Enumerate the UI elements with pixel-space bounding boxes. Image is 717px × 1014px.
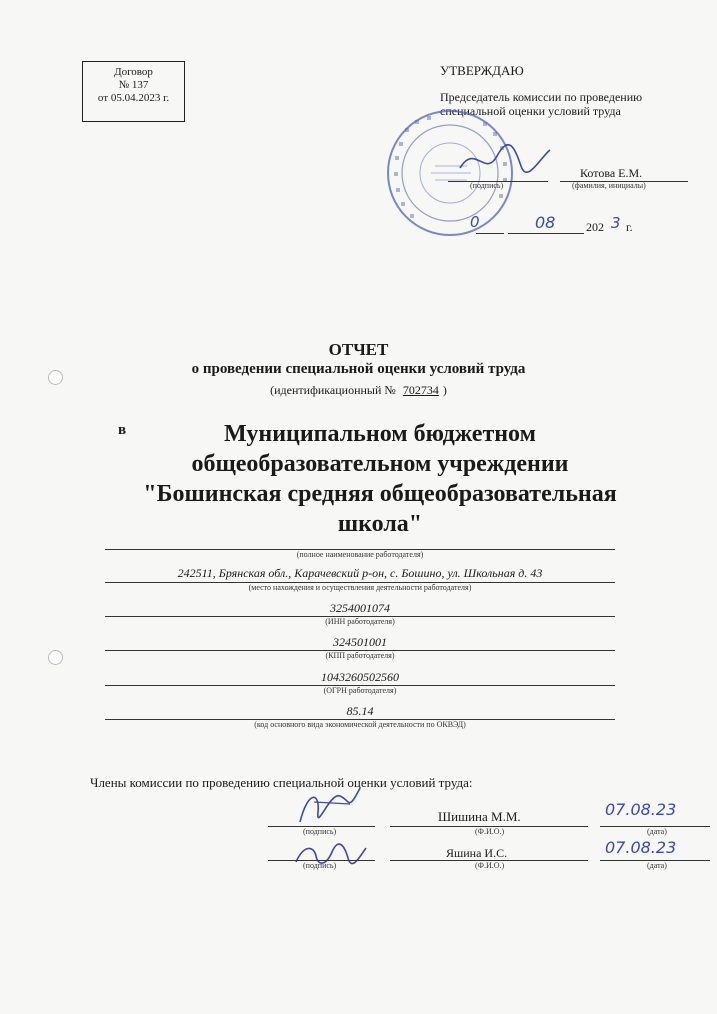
employer-name-caption: (полное наименование работодателя) (296, 550, 424, 559)
employer-address-caption: (место нахождения и осуществления деятельности работодателя) (248, 583, 472, 592)
approval-date-month: 08 (535, 213, 556, 232)
chairman-signature (455, 138, 555, 183)
member-2-name: Яшина И.С. (446, 846, 508, 860)
report-title: ОТЧЕТ (328, 340, 389, 359)
contract-box (82, 61, 185, 122)
approval-date-day-line (476, 233, 504, 234)
employer-okved: 85.14 (346, 704, 374, 718)
member-1-name: Шишина М.М. (438, 809, 521, 824)
employer-name: Муниципальном бюджетном общеобразовательном учреждении "Бошинская средняя общеобразовательная школа" (143, 421, 617, 537)
employer-inn-caption: (ИНН работодателя) (325, 617, 395, 626)
approval-date-year-prefix: 202 (586, 220, 604, 234)
report-id-number: 702734 (402, 383, 439, 397)
employer-ogrn-caption: (ОГРН работодателя) (323, 686, 397, 695)
member-2-name-caption: (Ф.И.О.) (475, 861, 505, 870)
report-preposition: в (118, 422, 127, 438)
punch-hole-bottom (48, 650, 63, 665)
member-1-date: 07.08.23 (605, 800, 677, 819)
employer-address: 242511, Брянская обл., Карачевский р-он, с. Бошино, ул. Школьная д. 43 (177, 566, 543, 580)
employer-okved-caption: (код основного вида экономической деятельности по ОКВЭД) (254, 720, 466, 729)
approval-date-year-hand: 3 (611, 214, 621, 232)
employer-inn: 3254001074 (330, 601, 390, 615)
member-1-name-caption: (Ф.И.О.) (475, 827, 505, 836)
report-id-suffix: ) (442, 383, 447, 397)
chairman-name-caption: (фамилия, инициалы) (572, 181, 646, 190)
contract-label: Договор (114, 66, 153, 78)
contract-date: от 05.04.2023 г. (97, 92, 170, 104)
chairman-signature-caption: (подпись) (470, 181, 504, 190)
chairman-name: Котова Е.М. (580, 166, 643, 180)
report-id-prefix: (идентификационный № (270, 383, 396, 397)
employer-kpp-caption: (КПП работодателя) (325, 651, 395, 660)
report-subtitle: о проведении специальной оценки условий труда (191, 361, 526, 377)
approval-title: УТВЕРЖДАЮ (440, 63, 524, 78)
contract-number: № 137 (118, 79, 149, 91)
approval-date-day: 0 (470, 213, 480, 231)
employer-kpp: 324501001 (333, 635, 387, 649)
member-2-signature-caption: (подпись) (303, 861, 337, 870)
approval-date-suffix: г. (626, 220, 633, 234)
member-1-signature (290, 782, 370, 830)
approval-date-month-line (508, 233, 584, 234)
member-2-date-caption: (дата) (647, 861, 667, 870)
member-1-date-caption: (дата) (647, 827, 667, 836)
report-id (0, 383, 717, 398)
commission-heading: Члены комиссии по проведению специальной оценки условий труда: (90, 775, 473, 790)
employer-ogrn: 1043260502560 (321, 670, 399, 684)
member-2-date: 07.08.23 (605, 838, 677, 857)
member-1-signature-caption: (подпись) (303, 827, 337, 836)
approval-position: Председатель комиссии по проведению специальной оценки условий труда (440, 90, 643, 118)
